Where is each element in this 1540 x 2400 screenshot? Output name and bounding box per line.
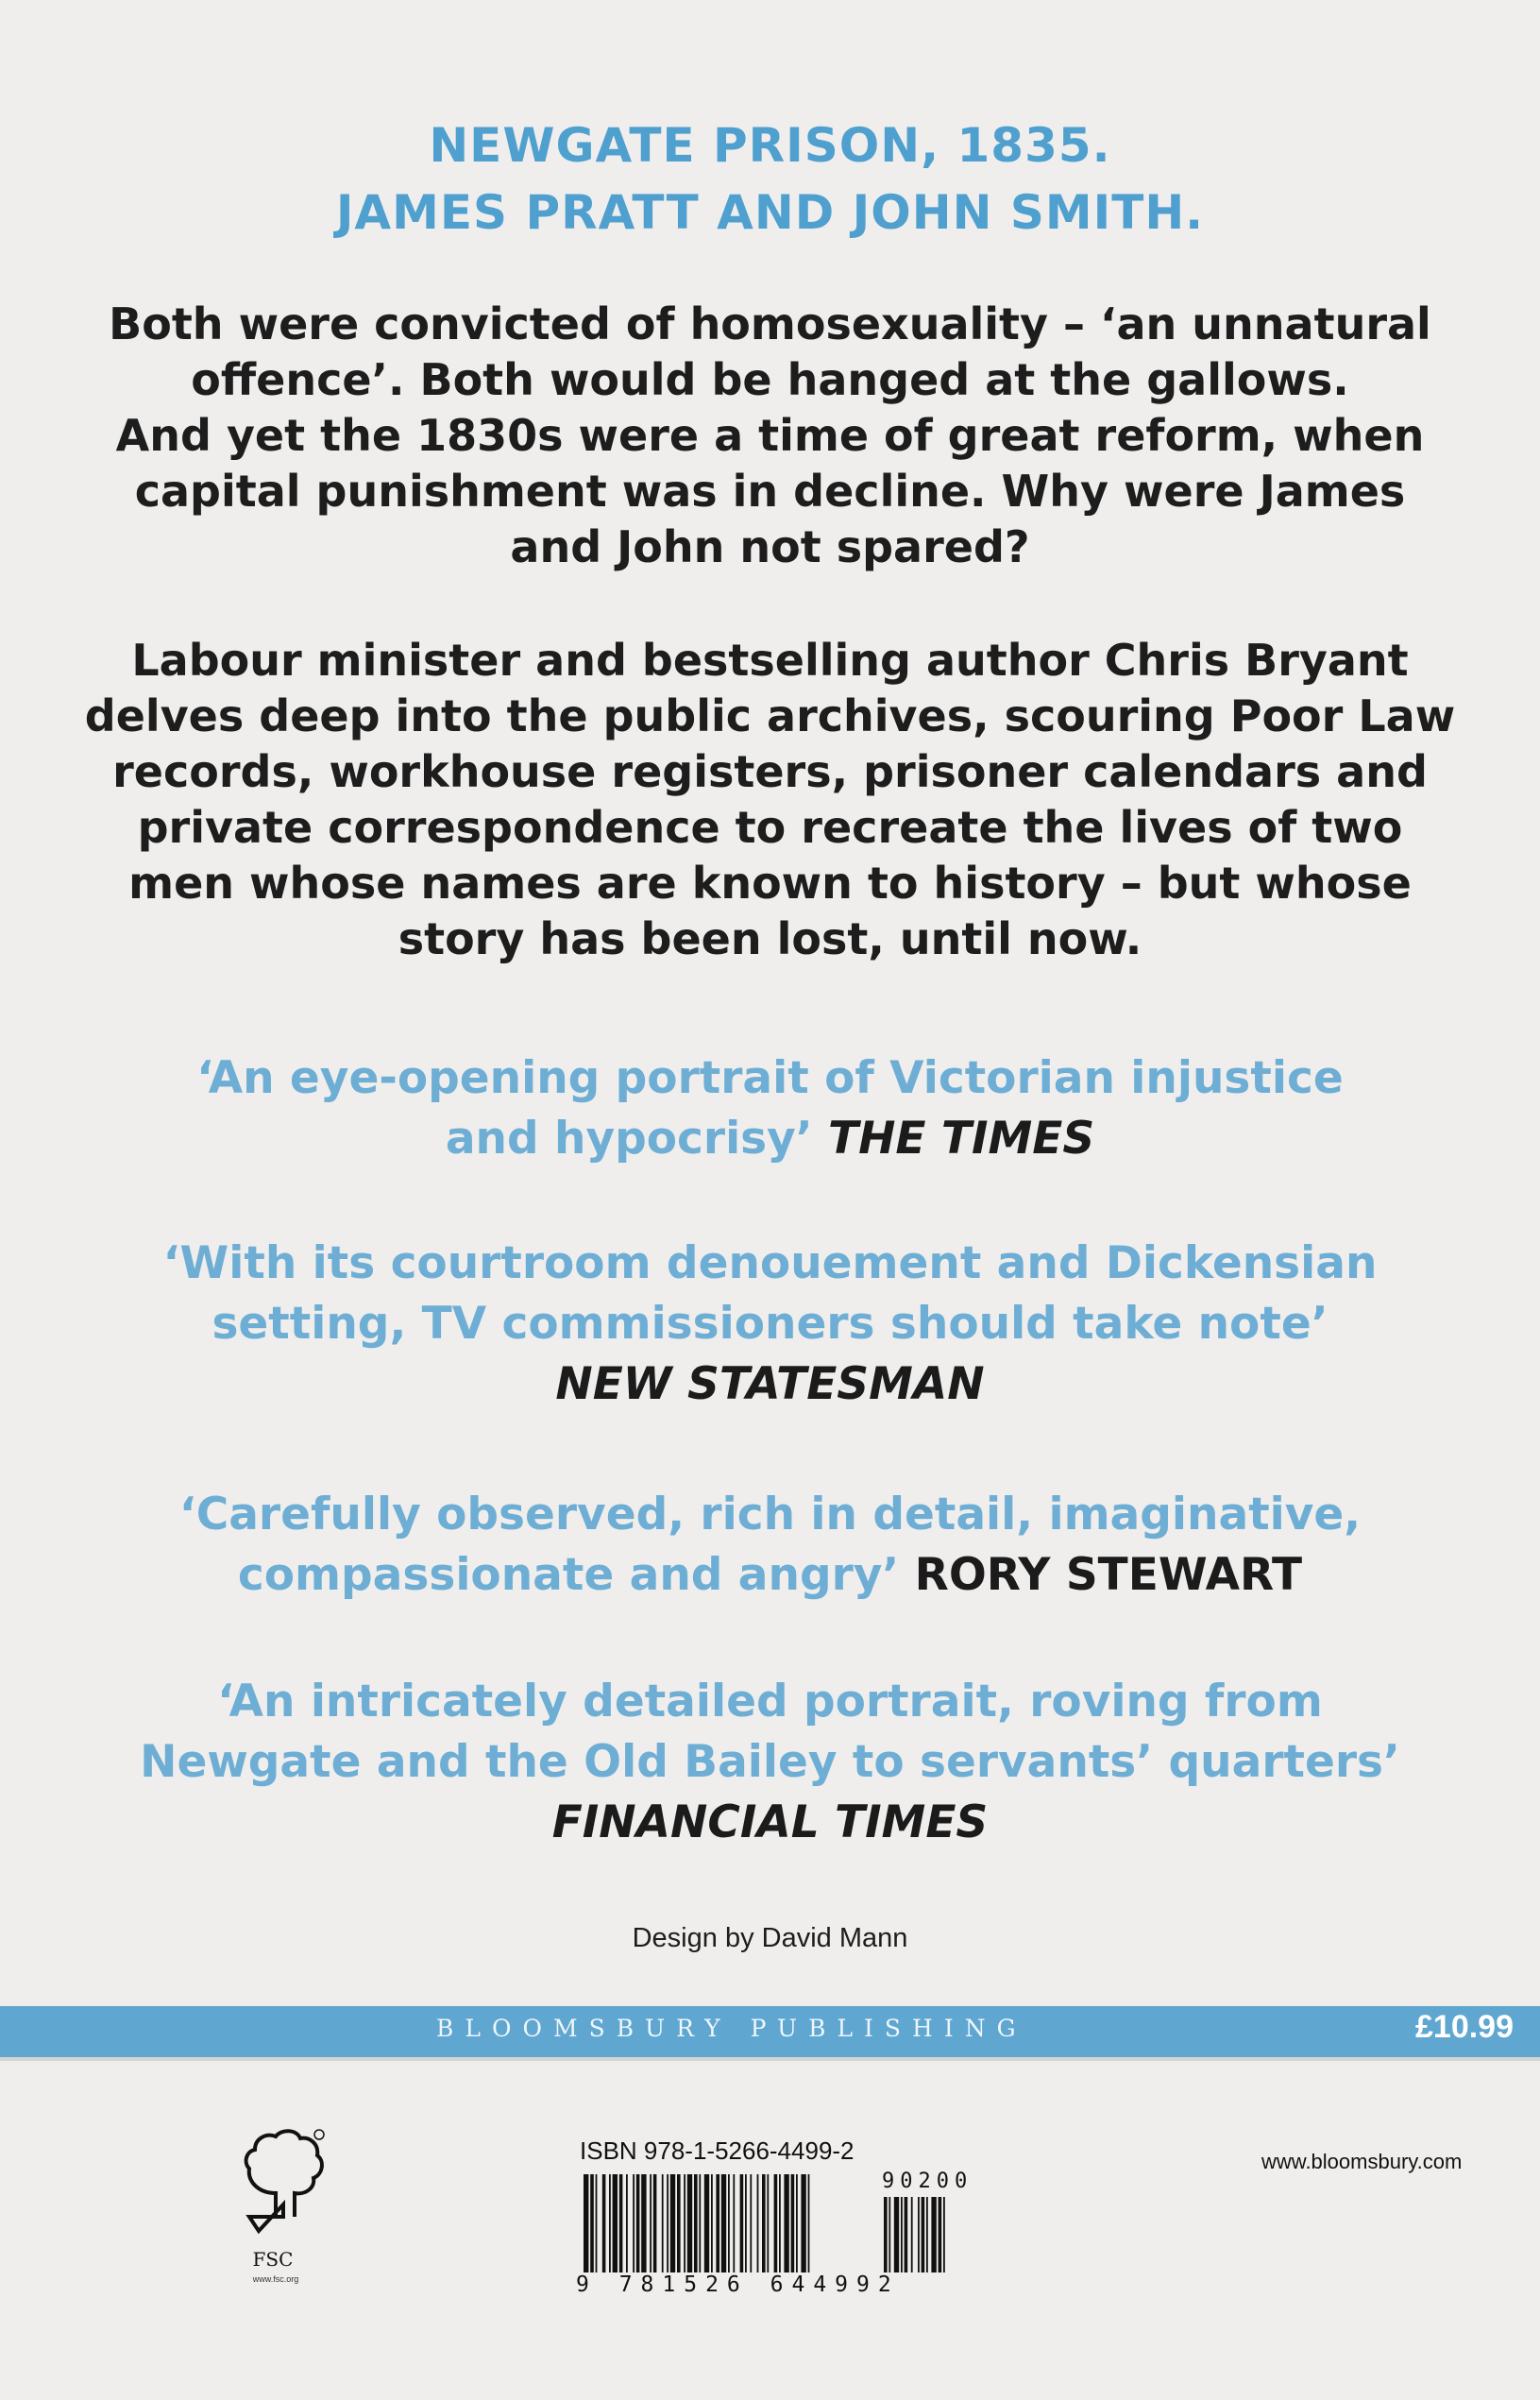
fsc-label: FSC xyxy=(252,2248,294,2271)
review-quote xyxy=(76,1672,1464,1853)
quote-source: THE TIMES xyxy=(828,1113,1095,1165)
divider xyxy=(0,2057,1540,2061)
synopsis-line: offence’. Both would be hanged at the gallows. xyxy=(191,354,1349,405)
synopsis-line: records, workhouse registers, prisoner calendars and xyxy=(112,746,1428,797)
synopsis-line: delves deep into the public archives, scouring Poor Law xyxy=(84,690,1456,741)
synopsis-paragraph-1 xyxy=(76,297,1464,575)
synopsis-line: Both were convicted of homosexuality – ‘an unnatural xyxy=(109,298,1431,349)
review-quote xyxy=(76,1048,1464,1169)
synopsis-line: and John not spared? xyxy=(510,521,1030,572)
quote-text: and hypocrisy’ xyxy=(445,1113,813,1165)
synopsis-line: And yet the 1830s were a time of great reform, when xyxy=(115,410,1425,461)
design-credit: Design by David Mann xyxy=(632,1923,908,1953)
synopsis-paragraph-2 xyxy=(76,633,1464,967)
isbn: ISBN 978-1-5266-4499-2 xyxy=(580,2136,855,2165)
synopsis-line: story has been lost, until now. xyxy=(398,913,1142,964)
barcode-addon-digits: 90200 xyxy=(882,2170,973,2193)
review-quote xyxy=(76,1234,1464,1415)
quote-text: compassionate and angry’ xyxy=(237,1549,900,1601)
quote-source: RORY STEWART xyxy=(914,1549,1303,1601)
synopsis-line: private correspondence to recreate the lives of two xyxy=(137,802,1403,853)
synopsis-line: capital punishment was in decline. Why were James xyxy=(134,466,1406,517)
headline-line-2: JAMES PRATT AND JOHN SMITH. xyxy=(335,185,1205,240)
quote-text: setting, TV commissioners should take note’ xyxy=(212,1298,1328,1350)
quote-text: Newgate and the Old Bailey to servants’ quarters’ xyxy=(140,1736,1400,1788)
synopsis-line: men whose names are known to history – but whose xyxy=(128,858,1412,909)
synopsis-line: Labour minister and bestselling author Chris Bryant xyxy=(131,635,1409,686)
headline-line-1: NEWGATE PRISON, 1835. xyxy=(429,118,1111,173)
quote-text: ‘Carefully observed, rich in detail, imaginative, xyxy=(178,1489,1362,1540)
quote-source: FINANCIAL TIMES xyxy=(551,1796,989,1848)
publisher-name: BLOOMSBURY PUBLISHING xyxy=(436,2015,1027,2042)
quote-source: NEW STATESMAN xyxy=(555,1358,985,1410)
quote-text: ‘With its courtroom denouement and Dickensian xyxy=(162,1237,1378,1289)
review-quote xyxy=(76,1485,1464,1606)
barcode-digits: 9 781526 644992 xyxy=(576,2272,900,2297)
quote-text: ‘An eye-opening portrait of Victorian injustice xyxy=(196,1052,1344,1104)
quote-text: ‘An intricately detailed portrait, roving from xyxy=(217,1676,1323,1728)
fsc-url: www.fsc.org xyxy=(252,2274,299,2284)
price: £10.99 xyxy=(1415,2009,1514,2045)
website-url: www.bloomsbury.com xyxy=(1261,2150,1463,2173)
